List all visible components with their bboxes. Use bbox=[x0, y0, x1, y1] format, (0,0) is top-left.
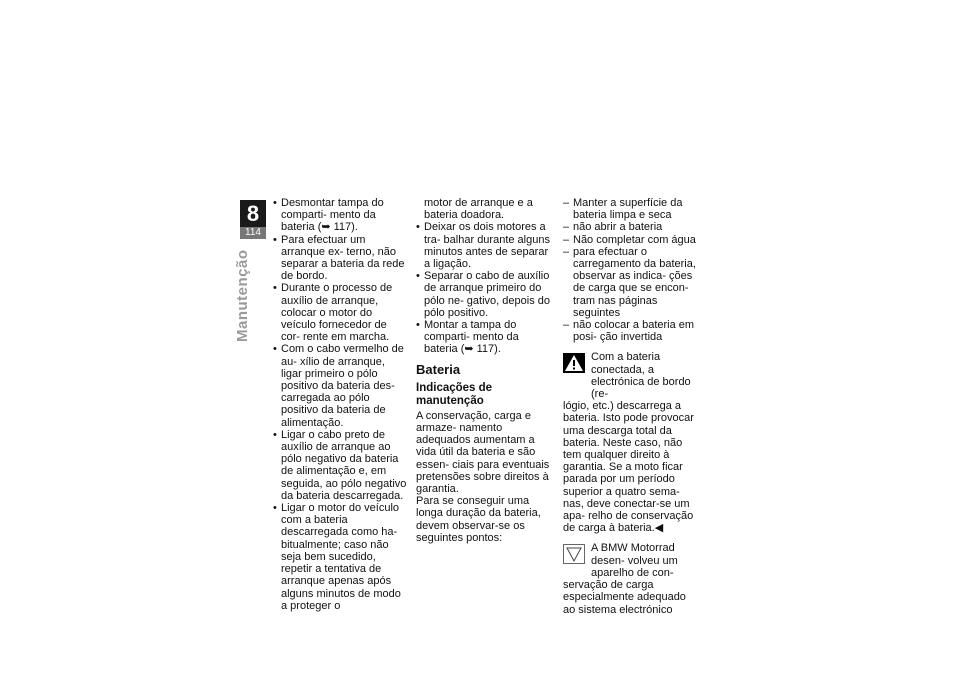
chapter-number-tab: 8 bbox=[240, 200, 266, 227]
list-item: • Ligar o motor do veículo com a bateria descarregada como ha- bitualmente; caso não seja bem sucedido, repetir a tentativa de arranque apenas após alguns minutos de modo a proteger o bbox=[273, 502, 407, 612]
list-item-continuation: motor de arranque e a bateria doadora. bbox=[424, 197, 533, 222]
paragraph: Para se conseguir uma longa duração da bateria, devem observar-se os seguintes pontos: bbox=[416, 495, 541, 544]
paragraph: A conservação, carga e armaze- namento adequados aumentam a vida útil da bateria e são essen- ciais para eventuais pretensões sobre direitos à garantia. bbox=[416, 409, 550, 496]
tip-note bbox=[563, 542, 700, 615]
page-number: 114 bbox=[240, 227, 266, 239]
list-item: • Deixar os dois motores a tra- balhar durante alguns minutos antes de separar a ligação. bbox=[416, 221, 551, 270]
subsection-title: Indicações de manutenção bbox=[416, 381, 493, 407]
tip-triangle-icon bbox=[563, 544, 585, 564]
dash-list bbox=[563, 197, 700, 343]
tip-text: servação de carga especialmente adequado ao sistema electrónico bbox=[563, 579, 686, 616]
bullet-list bbox=[416, 197, 551, 356]
column-3 bbox=[563, 197, 700, 616]
bullet-list bbox=[273, 197, 407, 612]
list-item: • Durante o processo de auxílio de arranque, colocar o motor do veículo fornecedor de cor- rente em marcha. bbox=[273, 282, 407, 343]
warning-triangle-icon bbox=[563, 353, 585, 373]
warning-text: lógio, etc.) descarrega a bateria. Isto pode provocar uma descarga total da bateria. Neste caso, não tem qualquer direito à garantia. Se a moto ficar parada por um período superior a quatro sema- nas, deve conectar-se um apa- relho de conservação de carga à bateria.◀ bbox=[563, 400, 694, 535]
warning-lead-text: Com a bateria conectada, a electrónica de bordo (re- bbox=[591, 351, 691, 401]
column-2 bbox=[416, 197, 551, 544]
list-item: • Separar o cabo de auxílio de arranque primeiro do pólo ne- gativo, depois do pólo positivo. bbox=[416, 270, 551, 319]
list-item: – não abrir a bateria bbox=[563, 221, 700, 233]
list-item: – para efectuar o carregamento da bateria, observar as indica- ções de carga que se encon- tram nas páginas seguintes bbox=[563, 246, 700, 319]
tip-lead-text: A BMW Motorrad desen- volveu um aparelho de con- bbox=[591, 542, 678, 579]
list-item: – Não completar com água bbox=[563, 234, 700, 246]
list-item: • Ligar o cabo preto de auxílio de arranque ao pólo negativo da bateria de alimentação e, em seguida, ao pólo negativo da bateria descarregada. bbox=[273, 429, 407, 502]
column-1 bbox=[273, 197, 407, 612]
list-item: • Montar a tampa do comparti- mento da bateria (➥ 117). bbox=[416, 319, 551, 356]
warning-note bbox=[563, 351, 700, 534]
list-item: – Manter a superfície da bateria limpa e seca bbox=[563, 197, 700, 221]
section-title: Bateria bbox=[416, 361, 461, 377]
list-item: – não colocar a bateria em posi- ção invertida bbox=[563, 319, 700, 343]
list-item: • Com o cabo vermelho de au- xílio de arranque, ligar primeiro o pólo positivo da bateria des- carregada ao pólo positivo da bateria de alimentação. bbox=[273, 343, 407, 428]
list-item: • Desmontar tampa do comparti- mento da bateria (➥ 117). bbox=[273, 197, 407, 234]
list-item: • Para efectuar um arranque ex- terno, não separar a bateria da rede de bordo. bbox=[273, 234, 407, 283]
chapter-title: Manutenção bbox=[234, 249, 251, 342]
